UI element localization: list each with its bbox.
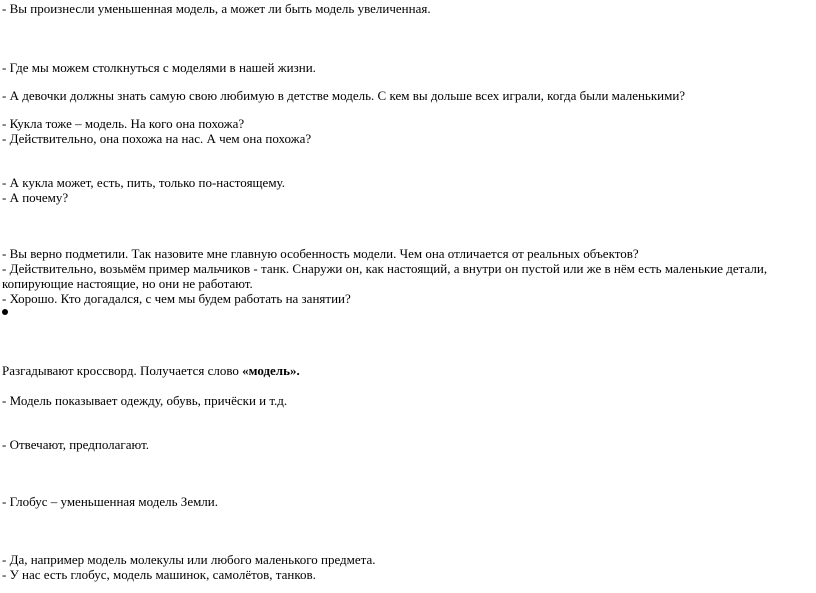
teacher-line-9: - Действительно, возьмём пример мальчиков - танк. Снаружи он, как настоящий, а внутри он пустой или же в нём есть маленькие детали, копирующие настоящие, но они не работают.: [2, 261, 768, 291]
crossword-word: «модель».: [242, 363, 300, 378]
teacher-line-5: - Действительно, она похожа на нас. А чем она похожа?: [2, 131, 312, 146]
teacher-line-3: - А девочки должны знать самую свою любимую в детстве модель. С кем вы дольше всех играли, когда были маленькими?: [2, 88, 686, 103]
teacher-line-8: - Вы верно подметили. Так назовите мне главную особенность модели. Чем она отличается от реальных объектов?: [2, 246, 639, 261]
teacher-line-4: - Кукла тоже – модель. На кого она похожа?: [2, 116, 245, 131]
student-answer-2: - Отвечают, предполагают.: [2, 437, 150, 452]
crossword-text: Разгадывают кроссворд. Получается слово: [2, 363, 243, 378]
teacher-line-10: - Хорошо. Кто догадался, с чем мы будем работать на занятии?: [2, 291, 351, 306]
student-answer-3: - Глобус – уменьшенная модель Земли.: [2, 494, 219, 509]
student-answer-1: - Модель показывает одежду, обувь, причёски и т.д.: [2, 393, 288, 408]
student-answer-5: - У нас есть глобус, модель машинок, самолётов, танков.: [2, 567, 316, 582]
teacher-line-1: - Вы произнесли уменьшенная модель, а может ли быть модель увеличенная.: [2, 1, 431, 16]
bullet-icon: [2, 309, 8, 315]
crossword-line: [2, 363, 300, 378]
teacher-line-6: - А кукла может, есть, пить, только по-настоящему.: [2, 175, 285, 190]
teacher-line-2: - Где мы можем столкнуться с моделями в нашей жизни.: [2, 60, 316, 75]
student-answer-4: - Да, например модель молекулы или любого маленького предмета.: [2, 552, 376, 567]
teacher-line-7: - А почему?: [2, 190, 69, 205]
